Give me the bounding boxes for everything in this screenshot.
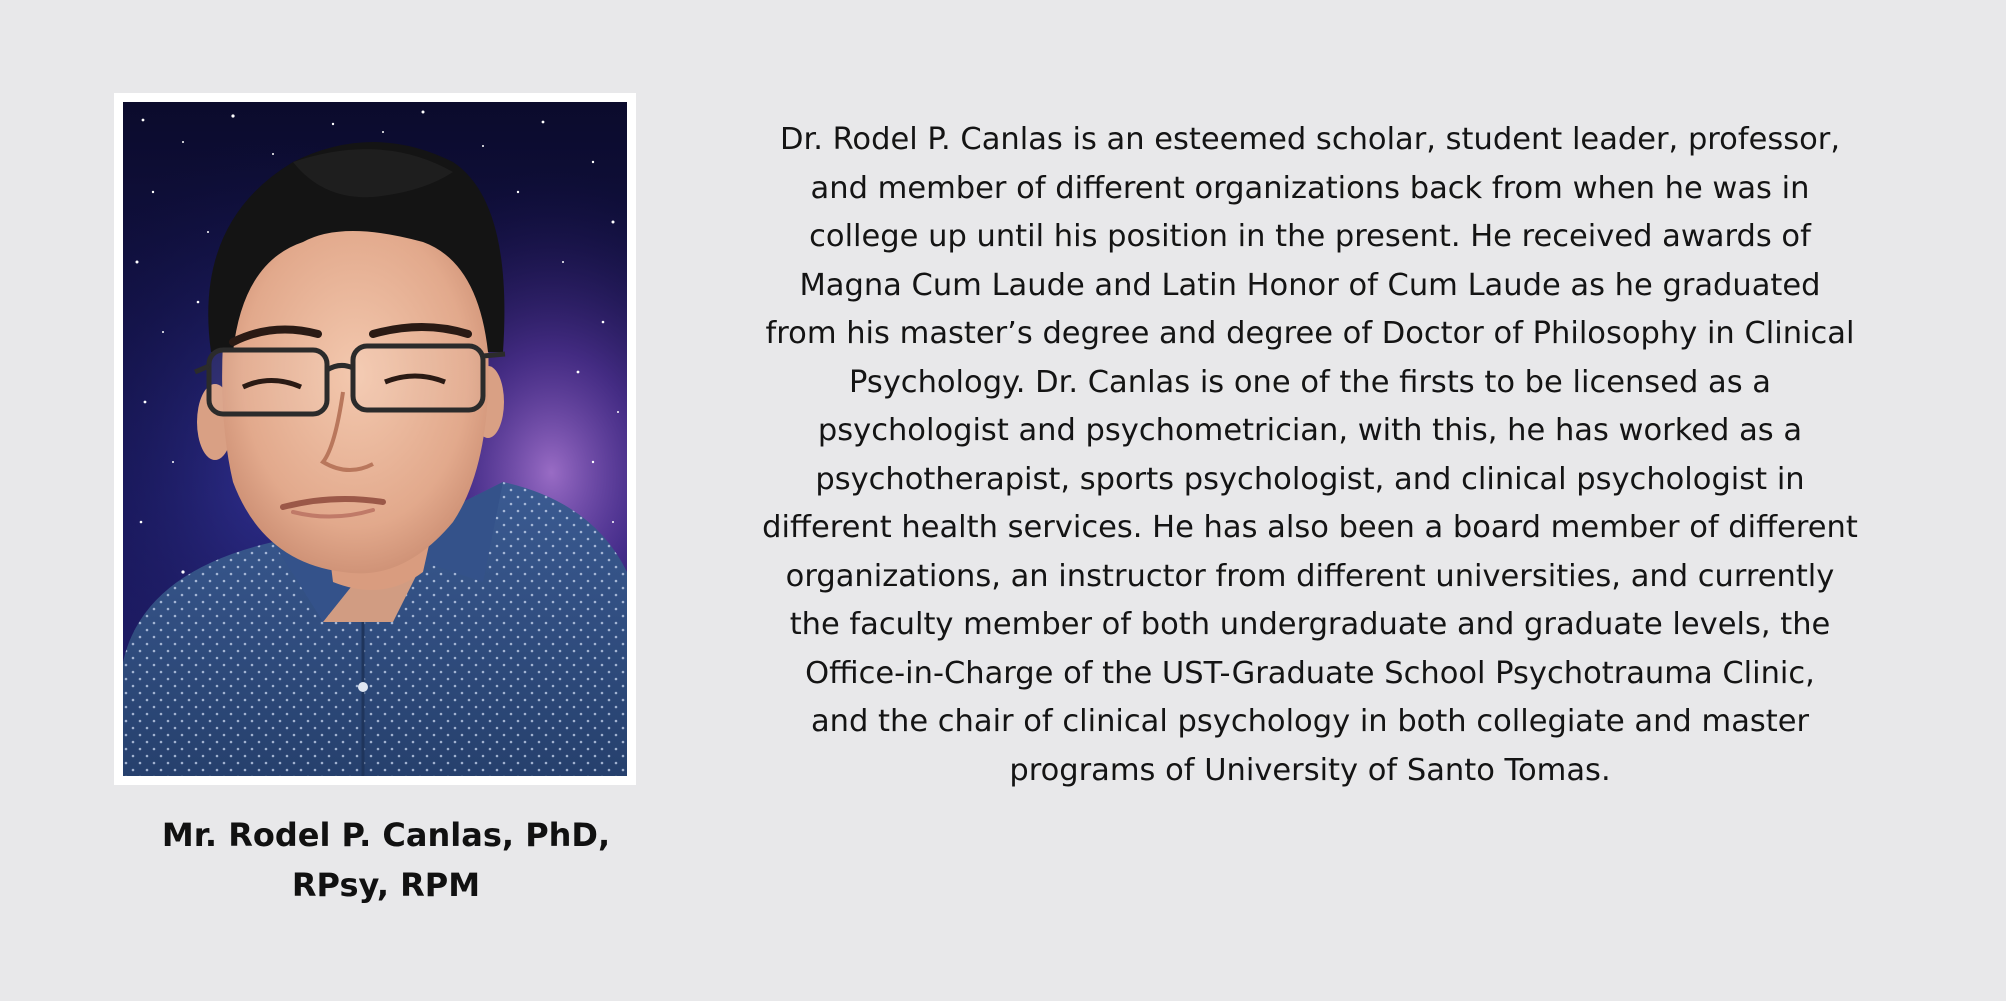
bio-line: Psychology. Dr. Canlas is one of the firsts to be licensed as a <box>849 364 1771 400</box>
bio-line: psychotherapist, sports psychologist, and clinical psychologist in <box>815 461 1805 497</box>
bio-line: and the chair of clinical psychology in both collegiate and master <box>810 704 1810 739</box>
bio-line: psychologist and psychometrician, with this, he has worked as a <box>817 413 1803 448</box>
bio-line: Office-in-Charge of the UST-Graduate School Psychotrauma Clinic, <box>805 655 1815 691</box>
portrait-frame <box>114 93 636 785</box>
bio-line: programs of University of Santo Tomas. <box>1009 752 1611 788</box>
profile-name-line-1: Mr. Rodel P. Canlas, PhD, <box>161 816 611 854</box>
bio-line: from his master’s degree and degree of Doctor of Philosophy in Clinical <box>765 316 1855 351</box>
bio-line: organizations, an instructor from different universities, and currently <box>785 558 1835 594</box>
profile-name <box>100 810 672 910</box>
bio-line: the faculty member of both undergraduate and graduate levels, the <box>789 607 1831 642</box>
bio-line: college up until his position in the present. He received awards of <box>809 219 1811 254</box>
bio-line: and member of different organizations back from when he was in <box>810 170 1810 206</box>
bio-line: Magna Cum Laude and Latin Honor of Cum Laude as he graduated <box>799 267 1821 303</box>
portrait-photo-icon <box>123 102 627 776</box>
bio-line: different health services. He has also been a board member of different <box>762 510 1858 545</box>
bio-line: Dr. Rodel P. Canlas is an esteemed scholar, student leader, professor, <box>779 122 1841 157</box>
biography-text <box>690 116 1930 795</box>
profile-name-line-2: RPsy, RPM <box>291 866 481 904</box>
